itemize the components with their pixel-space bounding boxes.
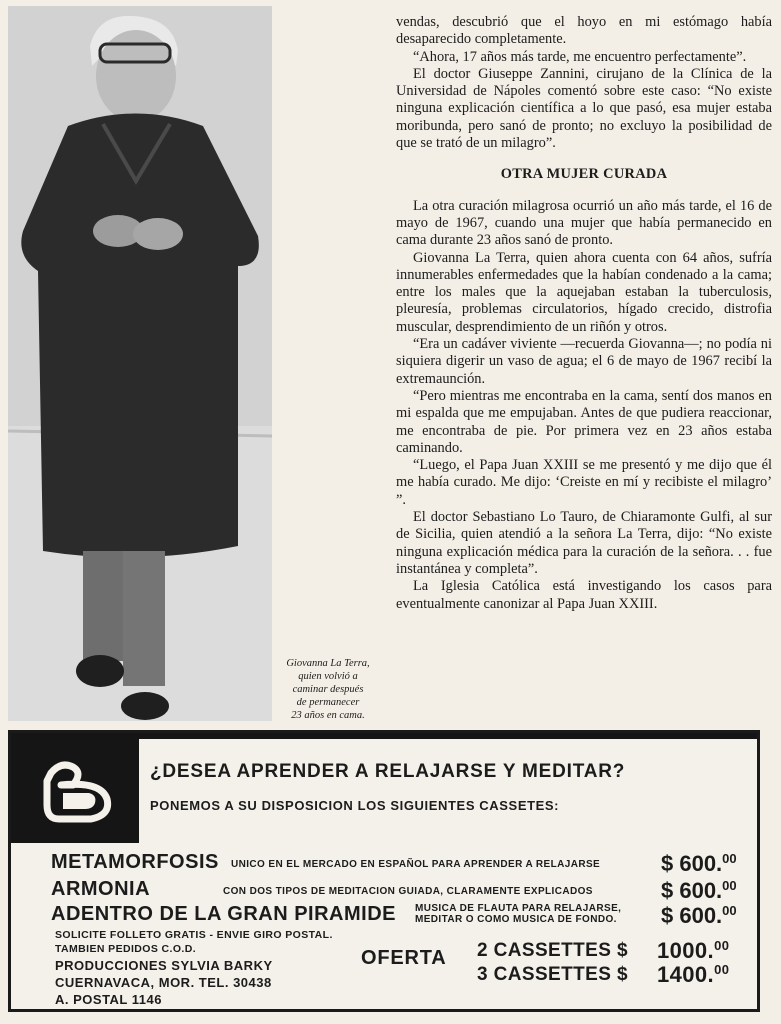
woman-photo-illustration [8, 6, 272, 721]
product-description: UNICO EN EL MERCADO EN ESPAÑOL PARA APRENDER A RELAJARSE [231, 859, 601, 870]
product-name: ARMONIA [51, 878, 151, 900]
product-row [51, 878, 751, 904]
paragraph: La Iglesia Católica está investigando los casos para eventualmente canonizar al Papa Juan XXIII. [396, 578, 772, 612]
ad-subheadline: PONEMOS A SU DISPOSICION LOS SIGUIENTES CASSETES: [150, 798, 560, 813]
paragraph: Giovanna La Terra, quien ahora cuenta con 64 años, sufría innumerables enfermedades que la habían condenado a la cama; entre los males que la aquejaban estaban la tuberculosis, pleuresía, problemas circulatorios, hígado crecido, distrofia muscular, desprendimiento de un riñón y otros. [396, 249, 772, 335]
offer-label: OFERTA [361, 947, 447, 969]
paragraph: La otra curación milagrosa ocurrió un año más tarde, el 16 de mayo de 1967, cuando una mujer que había permanecido en cama durante 23 años sanó de pronto. [396, 197, 772, 249]
product-price: $ 600.00 [661, 878, 737, 903]
company-city: CUERNAVACA, MOR. TEL. 30438 [55, 975, 272, 990]
paragraph: El doctor Sebastiano Lo Tauro, de Chiaramonte Gulfi, al sur de Sicilia, quien atendió a la señora La Terra, dijo: “No existe ninguna explicación médica para la curación de la señora. . . fue instantánea y completa”. [396, 509, 772, 577]
company-name: PRODUCCIONES SYLVIA BARKY [55, 958, 273, 973]
info-text: TAMBIEN PEDIDOS C.O.D. [55, 943, 197, 955]
product-price: $ 600.00 [661, 903, 737, 928]
paragraph: “Era un cadáver viviente —recuerda Giovanna—; no podía ni siquiera digerir un vaso de agua; el 6 de mayo de 1967 recibí la extremaunción. [396, 336, 772, 387]
logo-icon [11, 733, 139, 843]
offer-row: 3 CASSETTES $ 1400.00 [477, 962, 730, 987]
product-description: MUSICA DE FLAUTA PARA RELAJARSE, MEDITAR O COMO MUSICA DE FONDO. [415, 903, 622, 925]
product-name: METAMORFOSIS [51, 851, 219, 873]
paragraph: “Ahora, 17 años más tarde, me encuentro perfectamente”. [413, 48, 747, 65]
photo-caption: Giovanna La Terra, quien volvió a caminar después de permanecer 23 años en cama. [286, 658, 370, 721]
paragraph: El doctor Giuseppe Zannini, cirujano de la Clínica de la Universidad de Nápoles comentó sobre este caso: “No existe ninguna explicación científica a lo que pasó, esa mujer estaba moribunda, pero sanó de pronto; no excluyo la posibilidad de que se trató de un milagro”. [396, 65, 772, 152]
ad-headline: ¿DESEA APRENDER A RELAJARSE Y MEDITAR? [150, 761, 626, 782]
photo-giovanna [8, 6, 272, 721]
product-row [51, 851, 751, 877]
company-postal: A. POSTAL 1146 [55, 992, 162, 1007]
offer-row: 2 CASSETTES $ 1000.00 [477, 938, 730, 963]
product-description: CON DOS TIPOS DE MEDITACION GUIADA, CLARAMENTE EXPLICADOS [223, 886, 593, 897]
advertisement [8, 730, 760, 1012]
header-bar [139, 733, 757, 739]
paragraph: “Pero mientras me encontraba en la cama, sentí dos manos en mi espalda que me empujaban. Antes de que pudiera reaccionar, me encontraba de pie. Por primera vez en 23 años estaba caminando. [396, 387, 772, 456]
article-text [396, 14, 772, 613]
section-heading: OTRA MUJER CURADA [500, 166, 668, 183]
paragraph: “Luego, el Papa Juan XXIII se me presentó y me dijo que él me había curado. Me dijo: ‘Creiste en mí y recibiste el milagro’ ”. [396, 457, 772, 508]
paragraph: vendas, descubrió que el hoyo en mi estómago había desaparecido completamente. [396, 14, 772, 48]
product-name: ADENTRO DE LA GRAN PIRAMIDE [51, 903, 396, 925]
info-text: SOLICITE FOLLETO GRATIS - ENVIE GIRO POSTAL. [55, 929, 333, 941]
product-price: $ 600.00 [661, 851, 737, 876]
product-row [51, 903, 751, 929]
brand-logo [11, 733, 139, 843]
